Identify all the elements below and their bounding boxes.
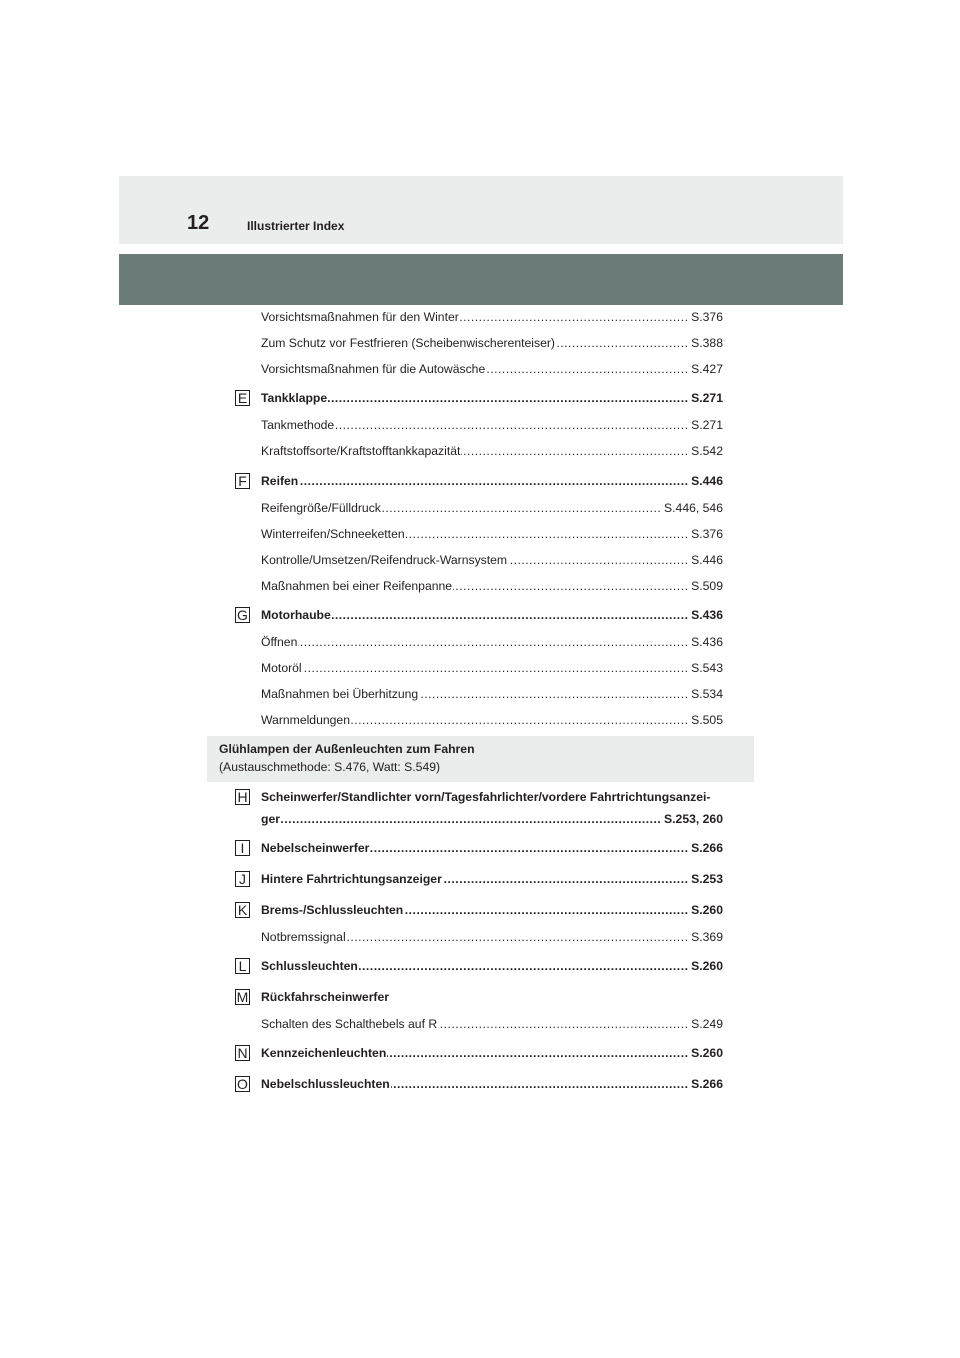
index-entry: Motoröl S.543 ..... (261, 660, 723, 676)
index-entry-main: Nebelscheinwerfer S.266 ..... (261, 840, 723, 856)
index-letter-n: N (235, 1045, 250, 1061)
index-letter-i: I (235, 840, 250, 856)
index-entry: Kontrolle/Umsetzen/Reifendruck-Warnsystem S.446 ..... (261, 552, 723, 568)
index-entry-main: Hintere Fahrtrichtungsanzeiger S.253 ..... (261, 871, 723, 887)
section-title: Illustrierter Index (247, 219, 345, 233)
index-entry-main-line1: Scheinwerfer/Standlichter vorn/Tagesfahrlichter/vordere Fahrtrichtungsanzei- (261, 790, 711, 804)
index-letter-o: O (235, 1076, 250, 1092)
index-entry: Notbremssignal S.369 ..... (261, 929, 723, 945)
index-entry-main: Schlussleuchten S.260 ..... (261, 958, 723, 974)
index-entry-main: Tankklappe S.271 ..... (261, 390, 723, 406)
index-entry: Maßnahmen bei einer Reifenpanne S.509 ..... (261, 578, 723, 594)
index-entry-main: Motorhaube S.436 ..... (261, 607, 723, 623)
index-letter-m: M (236, 989, 249, 1005)
index-letter-h: H (235, 789, 250, 805)
page-number: 12 (187, 212, 210, 234)
index-entry-main: Reifen S.446 ..... (261, 473, 723, 489)
note-subtitle: (Austauschmethode: S.476, Watt: S.549) (219, 760, 441, 774)
index-entry: Öffnen S.436 ..... (261, 634, 723, 650)
index-entry: Warnmeldungen S.505 ..... (261, 712, 723, 728)
index-entry-main: Kennzeichenleuchten S.260 ..... (261, 1045, 723, 1061)
index-entry-main: Rückfahrscheinwerfer (261, 990, 390, 1004)
note-title: Glühlampen der Außenleuchten zum Fahren (219, 742, 475, 756)
index-letter-l: L (235, 958, 250, 974)
index-letter-e: E (235, 390, 250, 406)
index-entry: Maßnahmen bei Überhitzung S.534 ..... (261, 686, 723, 702)
index-entry: Zum Schutz vor Festfrieren (Scheibenwischerenteiser) S.388 ..... (261, 335, 723, 351)
index-entry: Vorsichtsmaßnahmen für die Autowäsche S.427 ..... (261, 361, 723, 377)
index-entry-main: ger S.253, 260 ..... (261, 811, 723, 827)
index-letter-j: J (235, 871, 250, 887)
index-entry-main: Brems-/Schlussleuchten S.260 ..... (261, 902, 723, 918)
index-entry: Vorsichtsmaßnahmen für den Winter S.376 ..... (261, 309, 723, 325)
index-entry: Kraftstoffsorte/Kraftstofftankkapazität S.542 ..... (261, 443, 723, 459)
index-entry: Tankmethode S.271 ..... (261, 417, 723, 433)
index-entry: Winterreifen/Schneeketten S.376 ..... (261, 526, 723, 542)
index-entry-main: Nebelschlussleuchten S.266 ..... (261, 1076, 723, 1092)
index-letter-g: G (235, 607, 250, 623)
index-letter-f: F (235, 473, 250, 489)
index-letter-k: K (235, 902, 250, 918)
index-entry: Schalten des Schalthebels auf R S.249 ..... (261, 1016, 723, 1032)
index-entry: Reifengröße/Fülldruck S.446, 546 ..... (261, 500, 723, 516)
